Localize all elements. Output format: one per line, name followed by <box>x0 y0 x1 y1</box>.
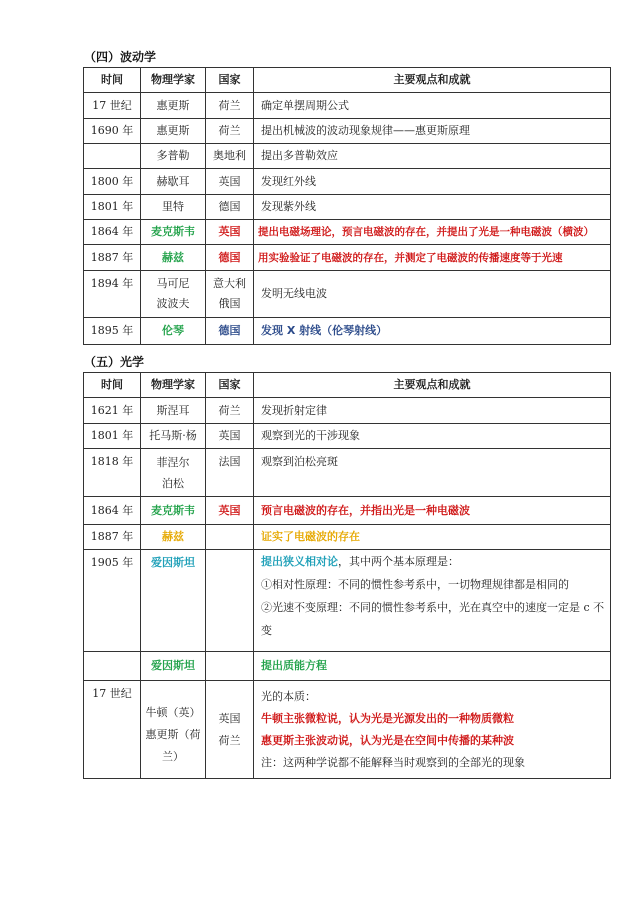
cell-person: 麦克斯韦 <box>141 220 206 245</box>
cell-person: 爱因斯坦 <box>141 550 206 652</box>
cell-country <box>206 550 254 652</box>
cell-country: 荷兰 <box>206 398 254 424</box>
cell-country <box>206 525 254 550</box>
header-time: 时间 <box>84 68 141 93</box>
cell-time: 1864 年 <box>84 497 141 525</box>
cell-time <box>84 144 141 169</box>
cell-person: 麦克斯韦 <box>141 497 206 525</box>
table-row <box>84 652 611 681</box>
table-row <box>84 449 611 497</box>
achievement-line: 光的本质： <box>261 689 316 703</box>
cell-country: 德国 <box>206 318 254 345</box>
cell-person: 爱因斯坦 <box>141 652 206 681</box>
cell-achievement: 提出质能方程 <box>254 652 611 681</box>
cell-achievement: 提出机械波的波动现象规律——惠更斯原理 <box>254 119 611 144</box>
header-person: 物理学家 <box>141 68 206 93</box>
achievement-line: ①相对性原理：不同的惯性参考系中，一切物理规律都是相同的 <box>261 578 569 591</box>
cell-person <box>141 449 206 497</box>
header-country: 国家 <box>206 68 254 93</box>
table-row <box>84 424 611 449</box>
achievement-line: 注：这两种学说都不能解释当时观察到的全部光的现象 <box>261 755 525 769</box>
table-row <box>84 318 611 345</box>
header-achievement: 主要观点和成就 <box>254 373 611 398</box>
table-row <box>84 144 611 169</box>
table-row <box>84 525 611 550</box>
country-line: 英国 <box>218 711 241 725</box>
table-header-row <box>84 373 611 398</box>
table-row <box>84 93 611 119</box>
cell-country: 荷兰 <box>206 93 254 119</box>
person-line: 马可尼 <box>156 277 190 290</box>
achievement-line: 变 <box>261 624 272 637</box>
table-row <box>84 169 611 195</box>
cell-person: 里特 <box>141 195 206 220</box>
cell-time: 1895 年 <box>84 318 141 345</box>
cell-person: 斯涅耳 <box>141 398 206 424</box>
cell-achievement: 证实了电磁波的存在 <box>254 525 611 550</box>
table-header-row <box>84 68 611 93</box>
section-title-wave: （四）波动学 <box>84 50 157 64</box>
cell-person: 赫兹 <box>141 245 206 271</box>
header-country: 国家 <box>206 373 254 398</box>
cell-achievement: 确定单摆周期公式 <box>254 93 611 119</box>
person-line: 波波夫 <box>156 297 190 310</box>
cell-person: 惠更斯 <box>141 119 206 144</box>
cell-time: 1887 年 <box>84 245 141 271</box>
cell-time: 1690 年 <box>84 119 141 144</box>
header-achievement: 主要观点和成就 <box>254 68 611 93</box>
cell-country: 德国 <box>206 195 254 220</box>
country-line: 荷兰 <box>218 733 241 747</box>
cell-achievement: 发明无线电波 <box>254 271 611 318</box>
cell-achievement: 发现紫外线 <box>254 195 611 220</box>
achievement-line <box>261 550 603 573</box>
table-row <box>84 220 611 245</box>
person-line: 泊松 <box>162 476 184 490</box>
header-person: 物理学家 <box>141 373 206 398</box>
cell-person: 赫兹 <box>141 525 206 550</box>
cell-time: 1887 年 <box>84 525 141 550</box>
cell-time: 1621 年 <box>84 398 141 424</box>
cell-country: 英国 <box>206 424 254 449</box>
cell-achievement: 观察到泊松亮斑 <box>254 449 611 497</box>
cell-country: 英国 <box>206 497 254 525</box>
wave-table <box>83 67 611 345</box>
table-row <box>84 681 611 779</box>
table-row <box>84 497 611 525</box>
cell-time <box>84 652 141 681</box>
cell-person <box>141 271 206 318</box>
section-title-optics: （五）光学 <box>84 355 145 369</box>
achievement-line: 惠更斯主张波动说，认为光是在空间中传播的某种波 <box>261 733 514 747</box>
cell-person <box>141 681 206 779</box>
cell-country <box>206 652 254 681</box>
cell-achievement: 提出多普勒效应 <box>254 144 611 169</box>
achievement-line: ②光速不变原理：不同的惯性参考系中，光在真空中的速度一定是 c 不 <box>261 601 605 614</box>
cell-country: 英国 <box>206 169 254 195</box>
cell-time: 1801 年 <box>84 424 141 449</box>
person-line: 惠更斯（荷 <box>145 727 201 741</box>
table-row <box>84 119 611 144</box>
table-row <box>84 550 611 652</box>
person-line: 菲涅尔 <box>156 455 190 469</box>
achievement-text: ，其中两个基本原理是： <box>338 555 459 568</box>
cell-country: 德国 <box>206 245 254 271</box>
table-row <box>84 195 611 220</box>
header-time: 时间 <box>84 373 141 398</box>
cell-achievement <box>254 550 611 652</box>
table-row <box>84 398 611 424</box>
achievement-line: 牛顿主张微粒说，认为光是光源发出的一种物质微粒 <box>261 711 514 725</box>
cell-achievement: 发现 X 射线（伦琴射线） <box>254 318 611 345</box>
cell-achievement: 提出电磁场理论，预言电磁波的存在，并提出了光是一种电磁波（横波） <box>254 220 611 245</box>
person-line: 兰） <box>162 749 184 763</box>
cell-time: 17 世纪 <box>84 93 141 119</box>
cell-time: 1801 年 <box>84 195 141 220</box>
cell-time: 17 世纪 <box>84 681 141 779</box>
cell-achievement: 观察到光的干涉现象 <box>254 424 611 449</box>
cell-time: 1894 年 <box>84 271 141 318</box>
country-line: 意大利 <box>213 277 246 290</box>
cell-time: 1864 年 <box>84 220 141 245</box>
cell-person: 赫歇耳 <box>141 169 206 195</box>
cell-achievement: 预言电磁波的存在，并指出光是一种电磁波 <box>254 497 611 525</box>
table-row <box>84 245 611 271</box>
achievement-highlight: 提出狭义相对论 <box>261 555 338 568</box>
cell-country: 奥地利 <box>206 144 254 169</box>
cell-country: 荷兰 <box>206 119 254 144</box>
cell-achievement: 发现折射定律 <box>254 398 611 424</box>
cell-country: 法国 <box>206 449 254 497</box>
cell-person: 托马斯·杨 <box>141 424 206 449</box>
cell-country <box>206 681 254 779</box>
cell-person: 多普勒 <box>141 144 206 169</box>
cell-person: 惠更斯 <box>141 93 206 119</box>
cell-achievement: 发现红外线 <box>254 169 611 195</box>
cell-achievement <box>254 681 611 779</box>
cell-time: 1818 年 <box>84 449 141 497</box>
cell-person: 伦琴 <box>141 318 206 345</box>
cell-time: 1905 年 <box>84 550 141 652</box>
optics-table <box>83 372 611 779</box>
cell-time: 1800 年 <box>84 169 141 195</box>
person-line: 牛顿（英） <box>145 705 201 719</box>
country-line: 俄国 <box>218 297 241 310</box>
cell-achievement: 用实验验证了电磁波的存在，并测定了电磁波的传播速度等于光速 <box>254 245 611 271</box>
cell-country: 英国 <box>206 220 254 245</box>
table-row <box>84 271 611 318</box>
cell-country <box>206 271 254 318</box>
